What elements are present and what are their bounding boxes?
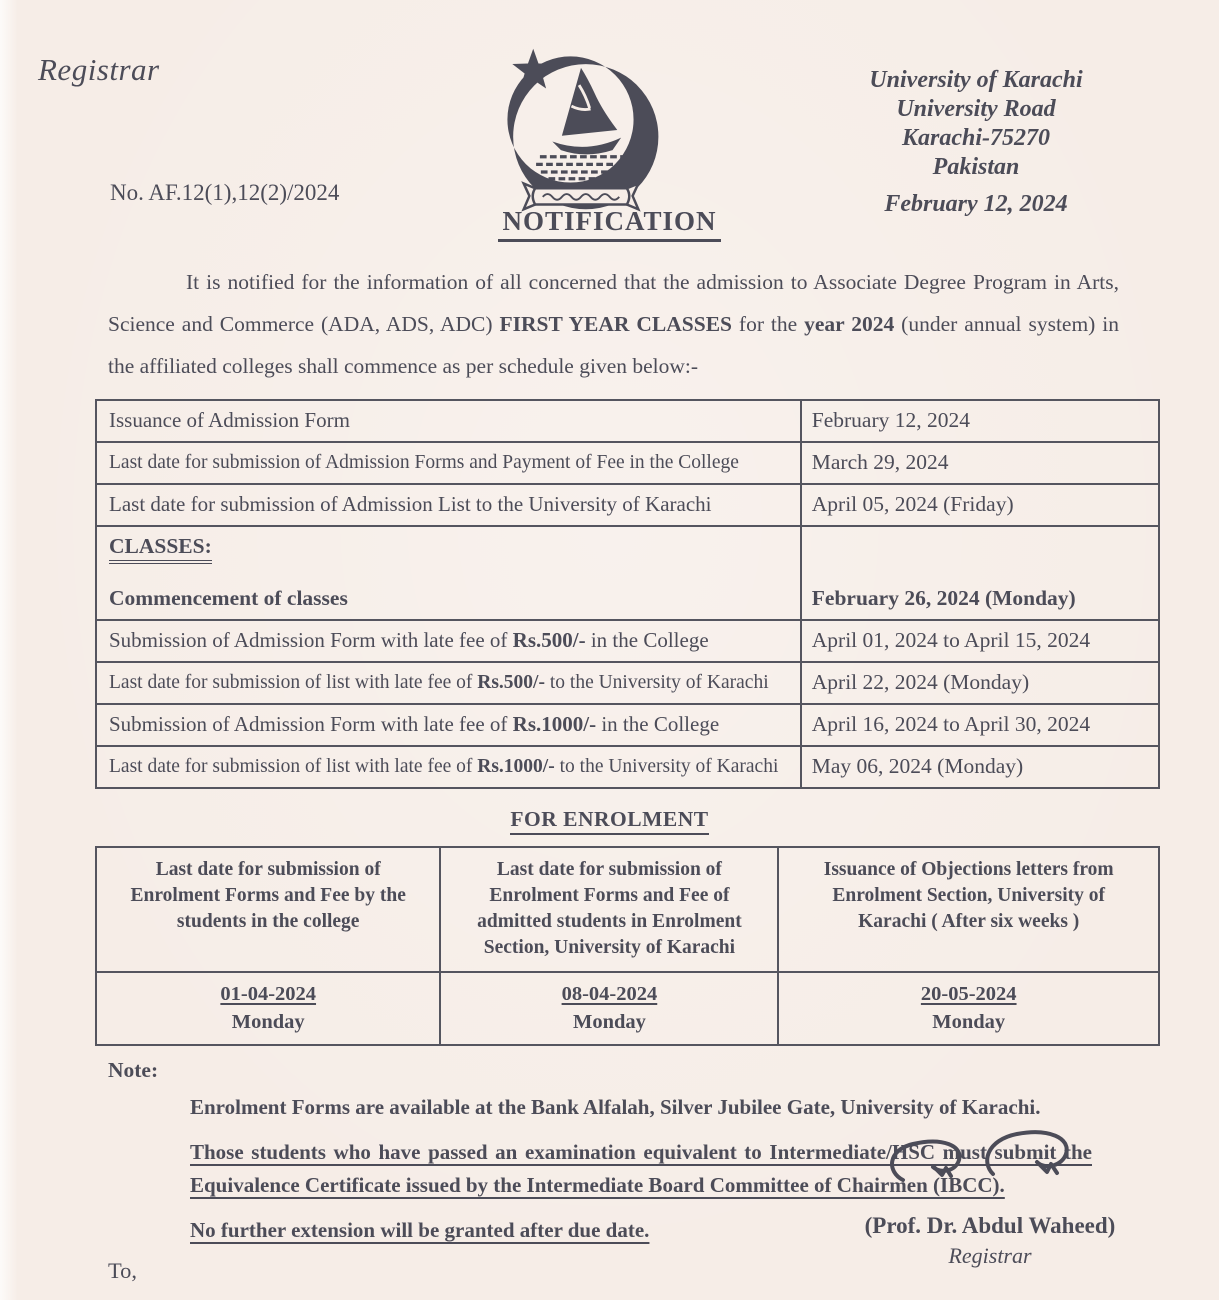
university-crest-icon	[495, 42, 667, 223]
schedule-item-date: April 05, 2024 (Friday)	[801, 484, 1159, 526]
schedule-item-date: May 06, 2024 (Monday)	[801, 746, 1159, 788]
enrolment-column-header: Issuance of Objections letters from Enrolment Section, University of Karachi ( After six weeks )	[778, 847, 1159, 972]
schedule-item-label: Last date for submission of list with late fee of Rs.500/- to the University of Karachi	[96, 662, 801, 704]
schedule-row	[96, 526, 1159, 620]
address-line: Karachi-75270	[901, 125, 1050, 151]
enrolment-date: 08-04-2024	[561, 983, 658, 1005]
notification-date: February 12, 2024	[884, 191, 1068, 217]
enrolment-table	[95, 846, 1160, 1046]
schedule-row	[96, 442, 1159, 484]
signatory-title: Registrar	[948, 1243, 1032, 1268]
enrolment-column-header: Last date for submission of Enrolment Forms and Fee by the students in the college	[96, 847, 440, 972]
schedule-item-label: Last date for submission of Admission List to the University of Karachi	[96, 484, 801, 526]
schedule-table-body	[96, 400, 1159, 788]
intro-paragraph: It is notified for the information of all concerned that the admission to Associate Degree Program in Arts, Science and Commerce (ADA, ADS, ADC) FIRST YEAR CLASSES for the year 2024 (under annual system) in the affiliated colleges shall commence as per schedule given below:-	[108, 270, 1119, 378]
signatory-name: (Prof. Dr. Abdul Waheed)	[864, 1213, 1116, 1238]
enrolment-heading: FOR ENROLMENT	[0, 807, 1219, 832]
schedule-item-date: February 26, 2024 (Monday)	[801, 526, 1159, 620]
enrolment-day: Monday	[572, 1011, 646, 1033]
address-line: Pakistan	[932, 154, 1020, 180]
enrolment-date-cell	[778, 972, 1159, 1045]
enrolment-date: 01-04-2024	[220, 983, 317, 1005]
to-label: To,	[108, 1258, 138, 1283]
schedule-row	[96, 484, 1159, 526]
schedule-item-date: February 12, 2024	[801, 400, 1159, 442]
enrolment-day: Monday	[932, 1011, 1006, 1033]
schedule-item-label	[96, 526, 801, 620]
note-item: Enrolment Forms are available at the Bank Alfalah, Silver Jubilee Gate, University of Karachi.	[190, 1095, 1041, 1119]
enrolment-dates-row	[96, 972, 1159, 1045]
signature-block	[810, 1128, 1170, 1269]
schedule-item-label: Last date for submission of list with late fee of Rs.1000/- to the University of Karachi	[96, 746, 801, 788]
reference-number: No. AF.12(1),12(2)/2024	[110, 180, 340, 205]
schedule-item-date: April 16, 2024 to April 30, 2024	[801, 704, 1159, 746]
document-body	[0, 206, 1219, 1259]
enrolment-day: Monday	[231, 1011, 305, 1033]
schedule-row	[96, 746, 1159, 788]
schedule-row	[96, 400, 1159, 442]
enrolment-date: 20-05-2024	[920, 983, 1017, 1005]
schedule-item-label: Commencement of classes	[109, 586, 348, 610]
registrar-label: Registrar	[38, 52, 160, 87]
note-label: Note:	[108, 1058, 159, 1082]
schedule-row	[96, 620, 1159, 662]
schedule-item-label: Submission of Admission Form with late fee of Rs.500/- in the College	[96, 620, 801, 662]
schedule-item-label: Issuance of Admission Form	[96, 400, 801, 442]
page-title: NOTIFICATION	[0, 206, 1219, 237]
classes-section-heading: CLASSES:	[109, 534, 212, 564]
schedule-item-date: March 29, 2024	[801, 442, 1159, 484]
enrolment-date-cell	[440, 972, 778, 1045]
enrolment-column-header: Last date for submission of Enrolment Forms and Fee of admitted students in Enrolment Section, University of Karachi	[440, 847, 778, 972]
schedule-item-date: April 22, 2024 (Monday)	[801, 662, 1159, 704]
address-line: University Road	[896, 96, 1056, 122]
schedule-row	[96, 704, 1159, 746]
university-address-block	[811, 66, 1141, 219]
schedule-item-label: Submission of Admission Form with late fee of Rs.1000/- in the College	[96, 704, 801, 746]
schedule-item-label: Last date for submission of Admission Forms and Payment of Fee in the College	[96, 442, 801, 484]
enrolment-date-cell	[96, 972, 440, 1045]
boat-hull-icon	[552, 138, 621, 155]
enrolment-header-row	[96, 847, 1159, 972]
admission-schedule-table	[95, 399, 1160, 789]
note-item: No further extension will be granted after due date.	[190, 1218, 650, 1242]
sail-icon	[562, 68, 617, 136]
address-line: University of Karachi	[869, 67, 1083, 93]
note-item: Those students who have passed an examination equivalent to Intermediate/HSC must submit the Equivalence Certificate issued by the Intermediate Board Committee of Chairmen (IBCC).	[190, 1140, 1092, 1197]
signature-scribble-icon	[885, 1128, 1135, 1192]
schedule-row	[96, 662, 1159, 704]
schedule-item-date: April 01, 2024 to April 15, 2024	[801, 620, 1159, 662]
